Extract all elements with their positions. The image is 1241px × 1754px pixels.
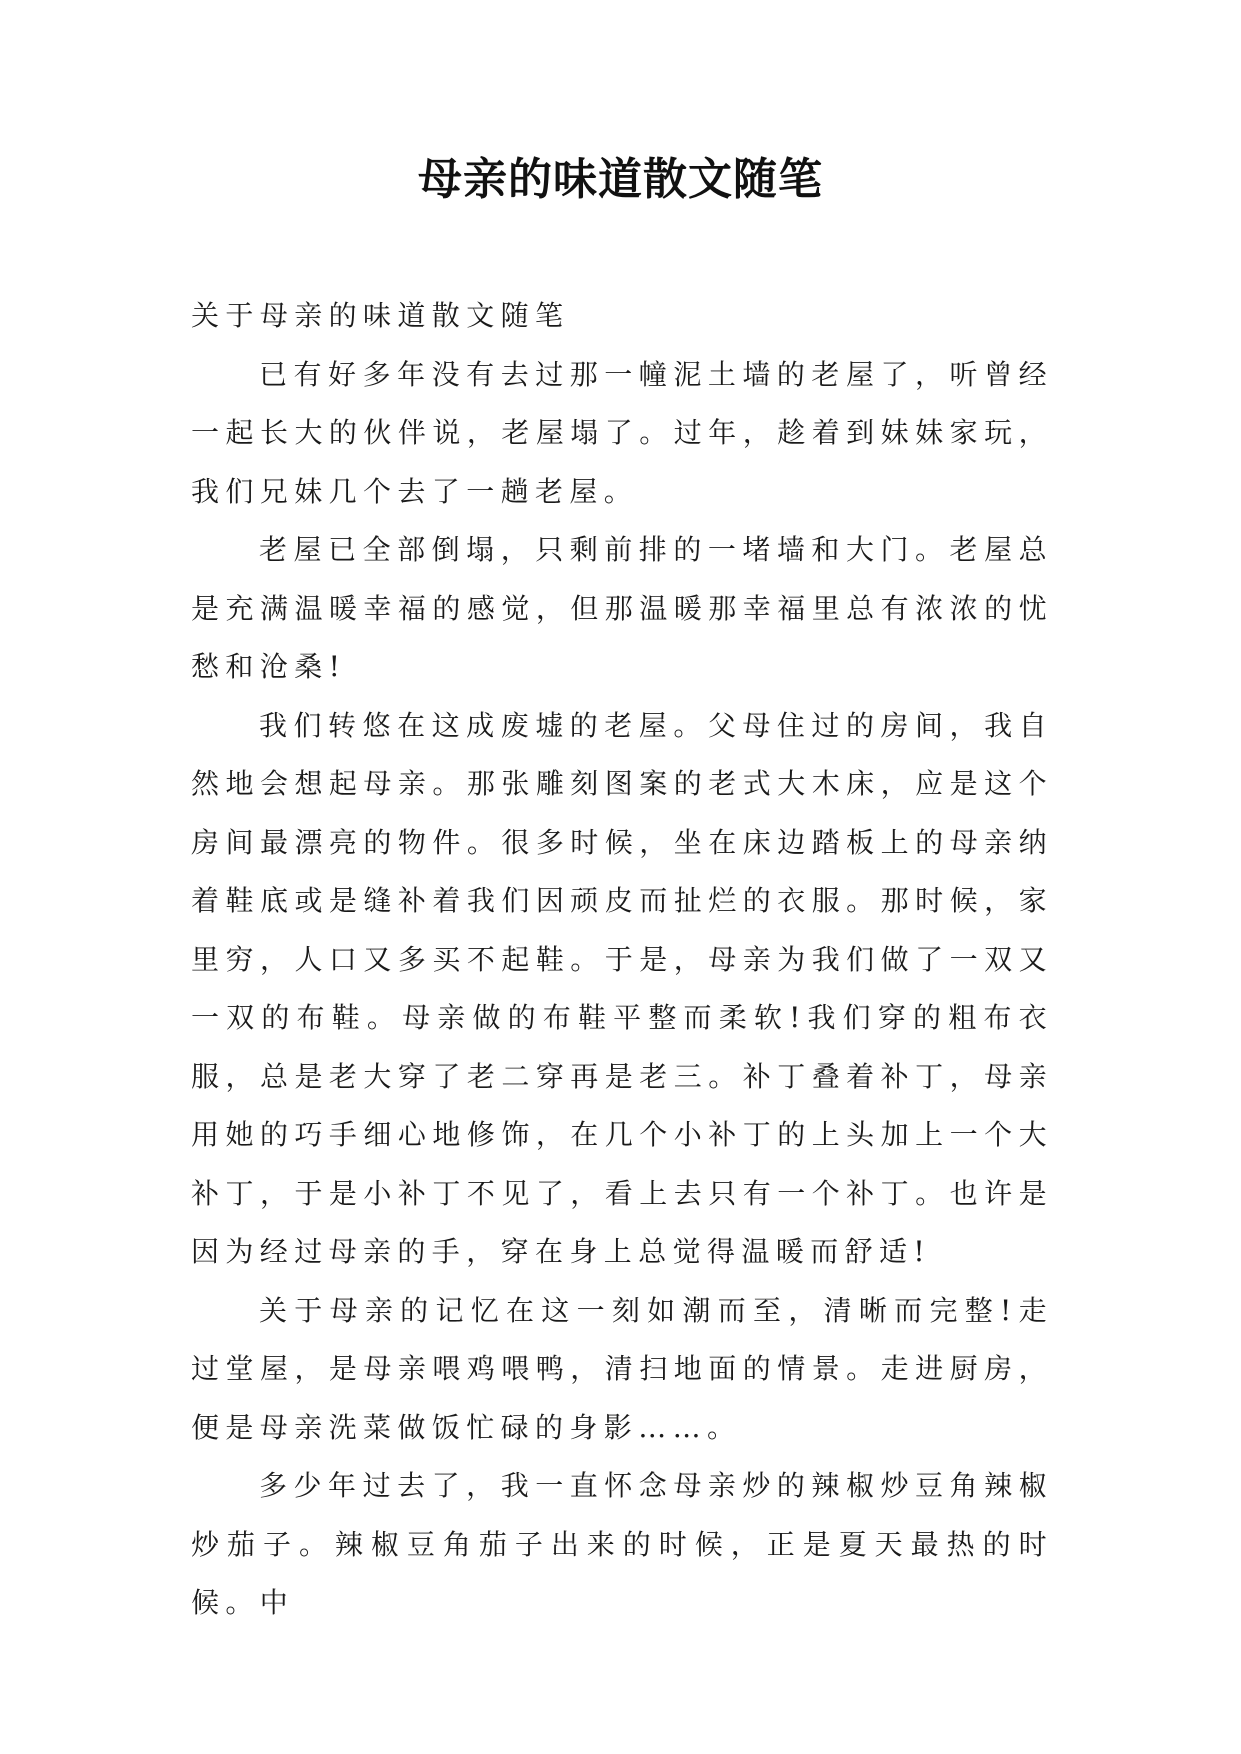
- document-subtitle: 关于母亲的味道散文随笔: [191, 299, 570, 332]
- paragraph: 关于母亲的记忆在这一刻如潮而至，清晰而完整!走过堂屋，是母亲喂鸡喂鸭，清扫地面的情景。走进厨房，便是母亲洗菜做饭忙碌的身影……。: [191, 1293, 1053, 1444]
- paragraph: 已有好多年没有去过那一幢泥土墙的老屋了，听曾经一起长大的伙伴说，老屋塌了。过年，趁着到妹妹家玩，我们兄妹几个去了一趟老屋。: [191, 357, 1053, 508]
- document-body: [191, 287, 1053, 1633]
- document-title: 母亲的味道散文随笔: [418, 154, 823, 205]
- paragraph: 我们转悠在这成废墟的老屋。父母住过的房间，我自然地会想起母亲。那张雕刻图案的老式大木床，应是这个房间最漂亮的物件。很多时候，坐在床边踏板上的母亲纳着鞋底或是缝补着我们因顽皮而扯烂的衣服。那时候，家里穷，人口又多买不起鞋。于是，母亲为我们做了一双又一双的布鞋。母亲做的布鞋平整而柔软!我们穿的粗布衣服，总是老大穿了老二穿再是老三。补丁叠着补丁，母亲用她的巧手细心地修饰，在几个小补丁的上头加上一个大补丁，于是小补丁不见了，看上去只有一个补丁。也许是因为经过母亲的手，穿在身上总觉得温暖而舒适!: [191, 708, 1053, 1268]
- paragraph: 老屋已全部倒塌，只剩前排的一堵墙和大门。老屋总是充满温暖幸福的感觉，但那温暖那幸福里总有浓浓的忧愁和沧桑!: [191, 533, 1053, 683]
- paragraph: 多少年过去了，我一直怀念母亲炒的辣椒炒豆角辣椒炒茄子。辣椒豆角茄子出来的时候，正是夏天最热的时候。中: [191, 1469, 1053, 1619]
